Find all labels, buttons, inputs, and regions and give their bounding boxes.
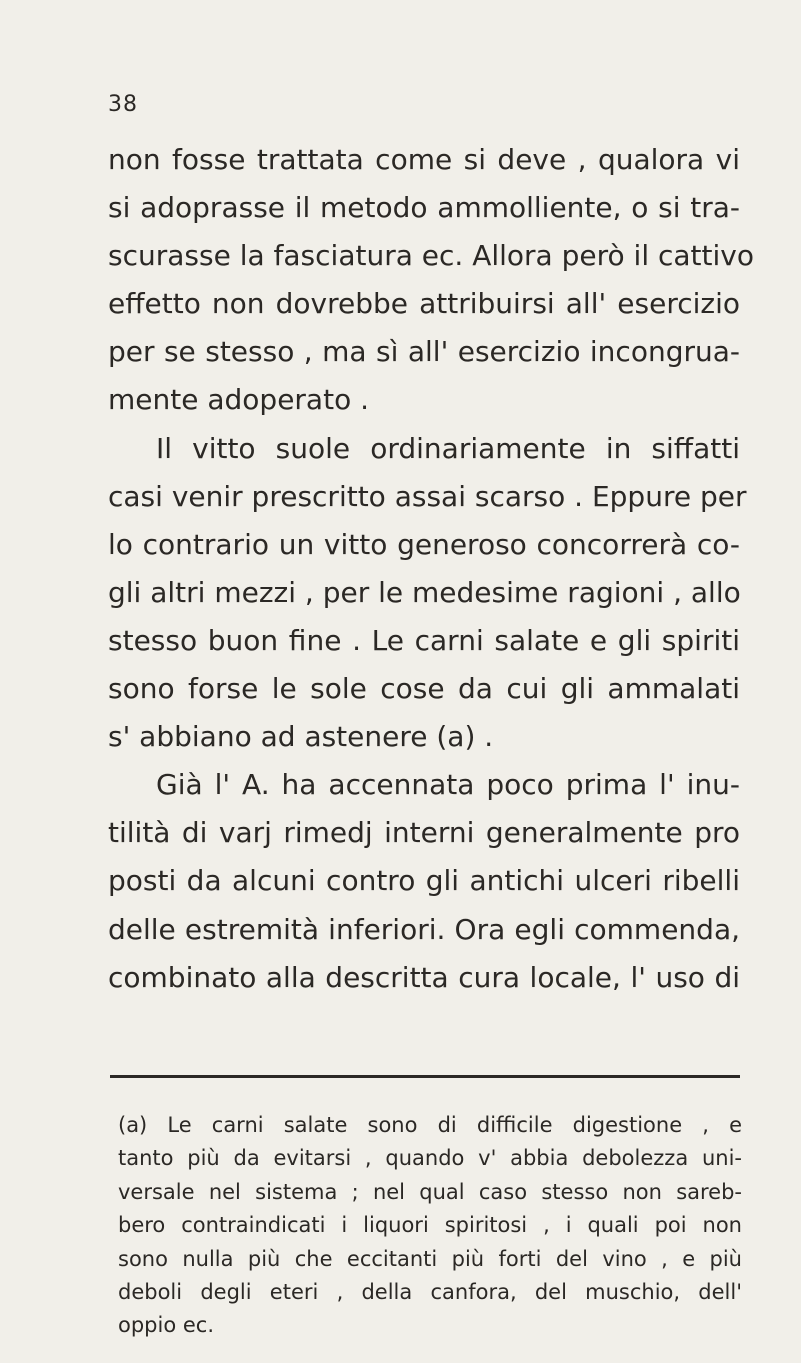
- body-line: casi venir prescritto assai scarso . Eppure per: [108, 479, 747, 513]
- footnote-line: versale nel sistema ; nel qual caso stesso non sareb-: [118, 1179, 742, 1204]
- footnote-divider: [110, 1075, 740, 1078]
- body-line: non fosse trattata come si deve , qualora vi: [108, 143, 740, 176]
- body-line: gli altri mezzi , per le medesime ragioni , allo: [108, 575, 741, 609]
- body-line: sono forse le sole cose da cui gli ammalati: [108, 672, 740, 706]
- footnote: [118, 1109, 742, 1343]
- body-line: delle estremità inferiori. Ora egli commenda,: [108, 912, 740, 946]
- body-line: stesso buon fine . Le carni salate e gli spiriti: [108, 623, 740, 657]
- body-line: combinato alla descritta cura locale, l' uso di: [108, 960, 740, 994]
- body-line: scurasse la fasciatura ec. Allora però il cattivo: [108, 239, 754, 273]
- body-text: [108, 136, 754, 1002]
- footnote-line: tanto più da evitarsi , quando v' abbia debolezza uni-: [118, 1146, 742, 1171]
- footnote-line: (a) Le carni salate sono di difficile digestione , e: [118, 1113, 742, 1137]
- page-number: 38: [108, 92, 138, 117]
- footnote-line: deboli degli eteri , della canfora, del muschio, dell': [118, 1280, 742, 1305]
- footnote-line: oppio ec.: [118, 1313, 215, 1338]
- footnote-line: sono nulla più che eccitanti più forti del vino , e più: [118, 1246, 742, 1271]
- body-line: Già l' A. ha accennata poco prima l' inu-: [156, 768, 740, 802]
- body-line: lo contrario un vitto generoso concorrerà co-: [108, 527, 740, 561]
- body-line: si adoprasse il metodo ammolliente, o si tra-: [108, 191, 740, 225]
- body-line: posti da alcuni contro gli antichi ulceri ribelli: [108, 864, 740, 898]
- body-line: mente adoperato .: [108, 383, 369, 417]
- body-line: s' abbiano ad astenere (a) .: [108, 720, 494, 754]
- body-line: effetto non dovrebbe attribuirsi all' esercizio: [108, 287, 740, 321]
- body-line: tilità di varj rimedj interni generalmente pro: [108, 816, 740, 850]
- body-line: Il vitto suole ordinariamente in siffatti: [156, 431, 740, 465]
- body-line: per se stesso , ma sì all' esercizio incongrua-: [108, 335, 740, 369]
- footnote-line: bero contraindicati i liquori spiritosi , i quali poi non: [118, 1213, 742, 1238]
